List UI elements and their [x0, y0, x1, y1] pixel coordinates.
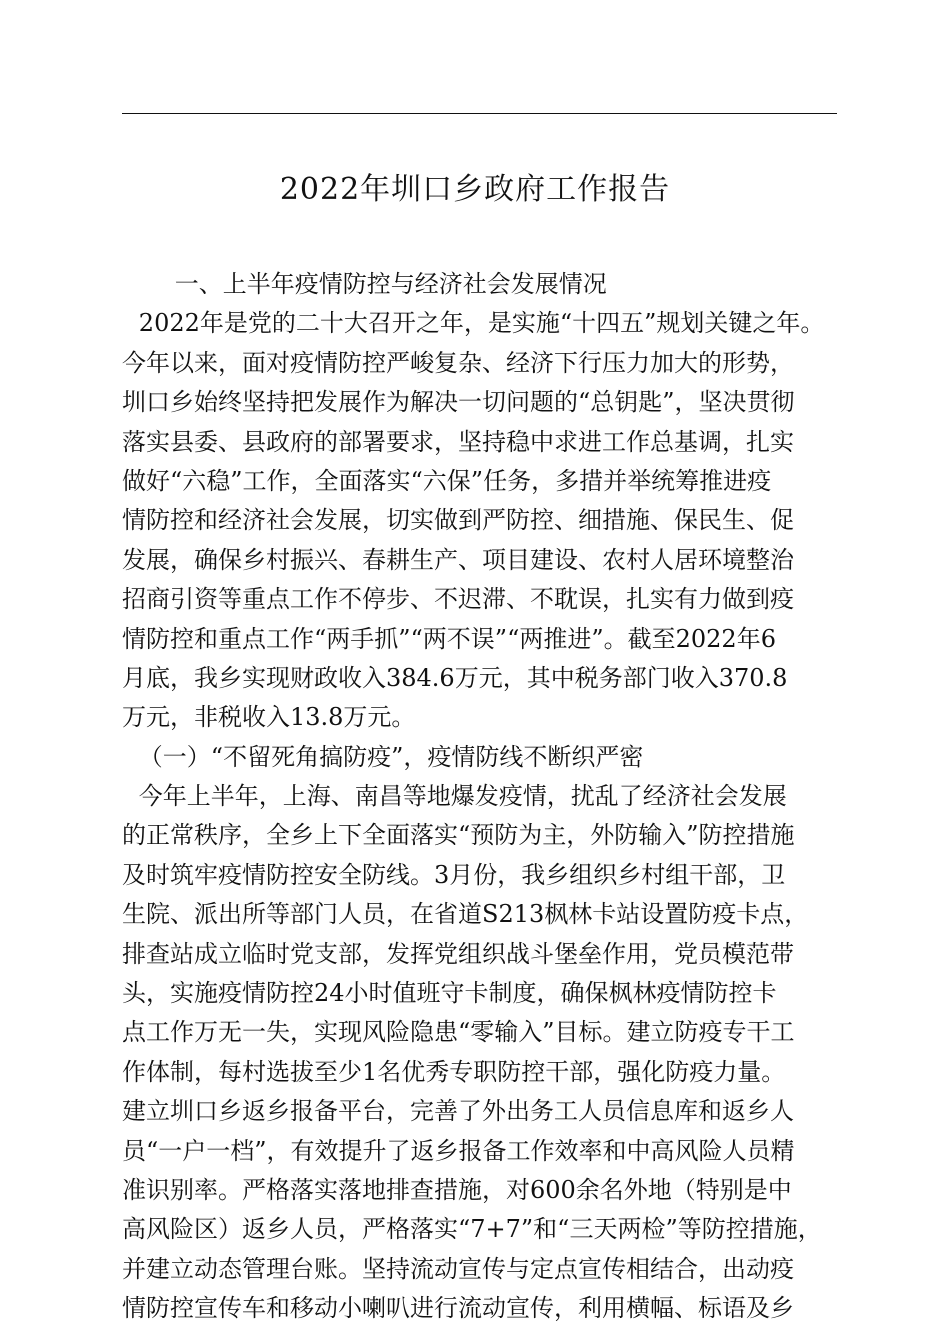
text-line: 高风险区）返乡人员，严格落实“7+7”和“三天两检”等防控措施，: [122, 1215, 822, 1244]
text-line: 今年上半年，上海、南昌等地爆发疫情，扰乱了经济社会发展: [138, 782, 787, 811]
text-line: 做好“六稳”工作，全面落实“六保”任务，多措并举统筹推进疫: [122, 466, 772, 495]
text-line: 点工作万无一失，实现风险隐患“零输入”目标。建立防疫专干工: [122, 1018, 795, 1047]
text-line: 准识别率。严格落实落地排查措施，对600余名外地（特别是中: [122, 1175, 792, 1204]
document-body: [122, 265, 862, 1329]
text-line: 发展，确保乡村振兴、春耕生产、项目建设、农村人居环境整治: [122, 545, 794, 574]
text-line: 一、上半年疫情防控与经济社会发展情况: [174, 270, 607, 298]
text-line: 圳口乡始终坚持把发展作为解决一切问题的“总钥匙”，坚决贯彻: [122, 388, 795, 417]
text-line: 落实县委、县政府的部署要求，坚持稳中求进工作总基调，扎实: [122, 427, 794, 456]
header-rule: [122, 113, 837, 114]
document-title: 2022年圳口乡政府工作报告: [279, 172, 671, 207]
text-line: 及时筑牢疫情防控安全防线。3月份，我乡组织乡村组干部，卫: [122, 860, 786, 889]
text-line: 情防控和重点工作“两手抓”“两不误”“两推进”。截至2022年6: [122, 624, 776, 653]
text-line: 并建立动态管理台账。坚持流动宣传与定点宣传相结合，出动疫: [122, 1254, 794, 1283]
text-line: 万元，非税收入13.8万元。: [122, 703, 416, 732]
text-line: 头，实施疫情防控24小时值班守卡制度，确保枫林疫情防控卡: [122, 979, 777, 1008]
text-line: 今年以来，面对疫情防控严峻复杂、经济下行压力加大的形势，: [122, 348, 794, 377]
text-line: 的正常秩序，全乡上下全面落实“预防为主，外防输入”防控措施: [122, 821, 795, 850]
text-line: 员“一户一档”，有效提升了返乡报备工作效率和中高风险人员精: [122, 1136, 795, 1165]
text-line: 2022年是党的二十大召开之年，是实施“十四五”规划关键之年。: [138, 309, 825, 338]
text-line: （一）“不留死角搞防疫”，疫情防线不断织严密: [138, 742, 644, 771]
text-line: 招商引资等重点工作不停步、不迟滞、不耽误，扎实有力做到疫: [122, 585, 794, 614]
text-line: 生院、派出所等部门人员，在省道S213枫林卡站设置防疫卡点，: [122, 900, 809, 929]
text-line: 月底，我乡实现财政收入384.6万元，其中税务部门收入370.8: [122, 663, 788, 692]
text-line: 情防控和经济社会发展，切实做到严防控、细措施、保民生、促: [122, 506, 794, 535]
text-line: 排查站成立临时党支部，发挥党组织战斗堡垒作用，党员模范带: [122, 939, 794, 968]
text-line: 建立圳口乡返乡报备平台，完善了外出务工人员信息库和返乡人: [122, 1097, 794, 1126]
text-line: 情防控宣传车和移动小喇叭进行流动宣传，利用横幅、标语及乡: [122, 1294, 794, 1323]
text-line: 作体制，每村选拔至少1名优秀专职防控干部，强化防疫力量。: [122, 1057, 786, 1086]
